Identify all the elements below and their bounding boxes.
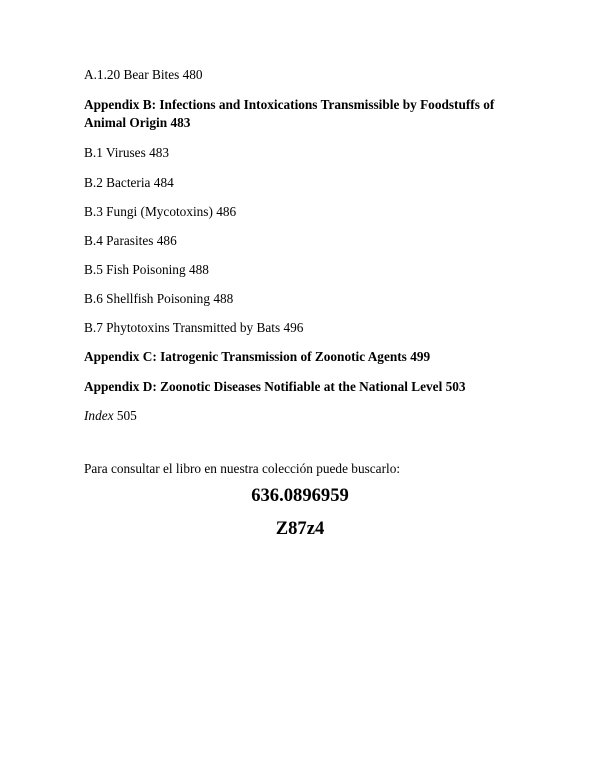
toc-entry-title: B.4 Parasites [84,233,154,248]
toc-entry-page: 484 [153,175,174,190]
toc-entry-title: B.2 Bacteria [84,175,151,190]
toc-entry-b2 [84,174,524,192]
cutter-number: Z87z4 [275,518,325,539]
toc-entry-page: 480 [182,67,203,82]
toc-entry-page: 488 [213,291,234,306]
toc-entry-b6 [84,290,524,308]
toc-entry-title: Appendix C: Iatrogenic Transmission of Zoonotic Agents [84,349,407,364]
toc-entry-title: B.7 Phytotoxins Transmitted by Bats [84,320,281,335]
toc-entry-page: 486 [216,204,237,219]
toc-entry-b3 [84,203,524,221]
toc-entry-page: 505 [116,408,137,423]
toc-entry-appendix-c [84,348,524,366]
toc-entry-page: 496 [283,320,304,335]
classification-number: 636.0896959 [251,485,349,506]
toc-entry-b4 [84,232,524,250]
toc-entry-title: B.3 Fungi (Mycotoxins) [84,204,213,219]
toc-entry-page: 488 [188,262,209,277]
library-note: Para consultar el libro en nuestra colección puede buscarlo: [84,461,401,476]
toc-entry-index [84,407,524,425]
toc-entry-b5 [84,261,524,279]
toc-entry-title: Appendix D: Zoonotic Diseases Notifiable at the National Level [84,379,443,394]
toc-entry-b7 [84,319,524,337]
toc-entry-title: B.6 Shellfish Poisoning [84,291,210,306]
toc-entry-page: 483 [149,145,170,160]
toc-entry-page: 486 [156,233,177,248]
toc-entry-appendix-d [84,378,524,396]
toc-entry-appendix-b [84,96,524,132]
toc-entry-title: Index [84,408,114,423]
toc-entry-title: Appendix B: Infections and Intoxications Transmissible by Foodstuffs of Animal Origin [84,97,495,130]
toc-entry-page: 499 [410,349,431,364]
toc-entry-title: B.1 Viruses [84,145,146,160]
toc-entry-title: B.5 Fish Poisoning [84,262,186,277]
toc-entry-a1-20 [84,66,524,84]
toc-entry-page: 503 [445,379,466,394]
toc-entry-title: A.1.20 Bear Bites [84,67,180,82]
toc-entry-page: 483 [170,115,191,130]
toc-entry-b1 [84,144,524,162]
